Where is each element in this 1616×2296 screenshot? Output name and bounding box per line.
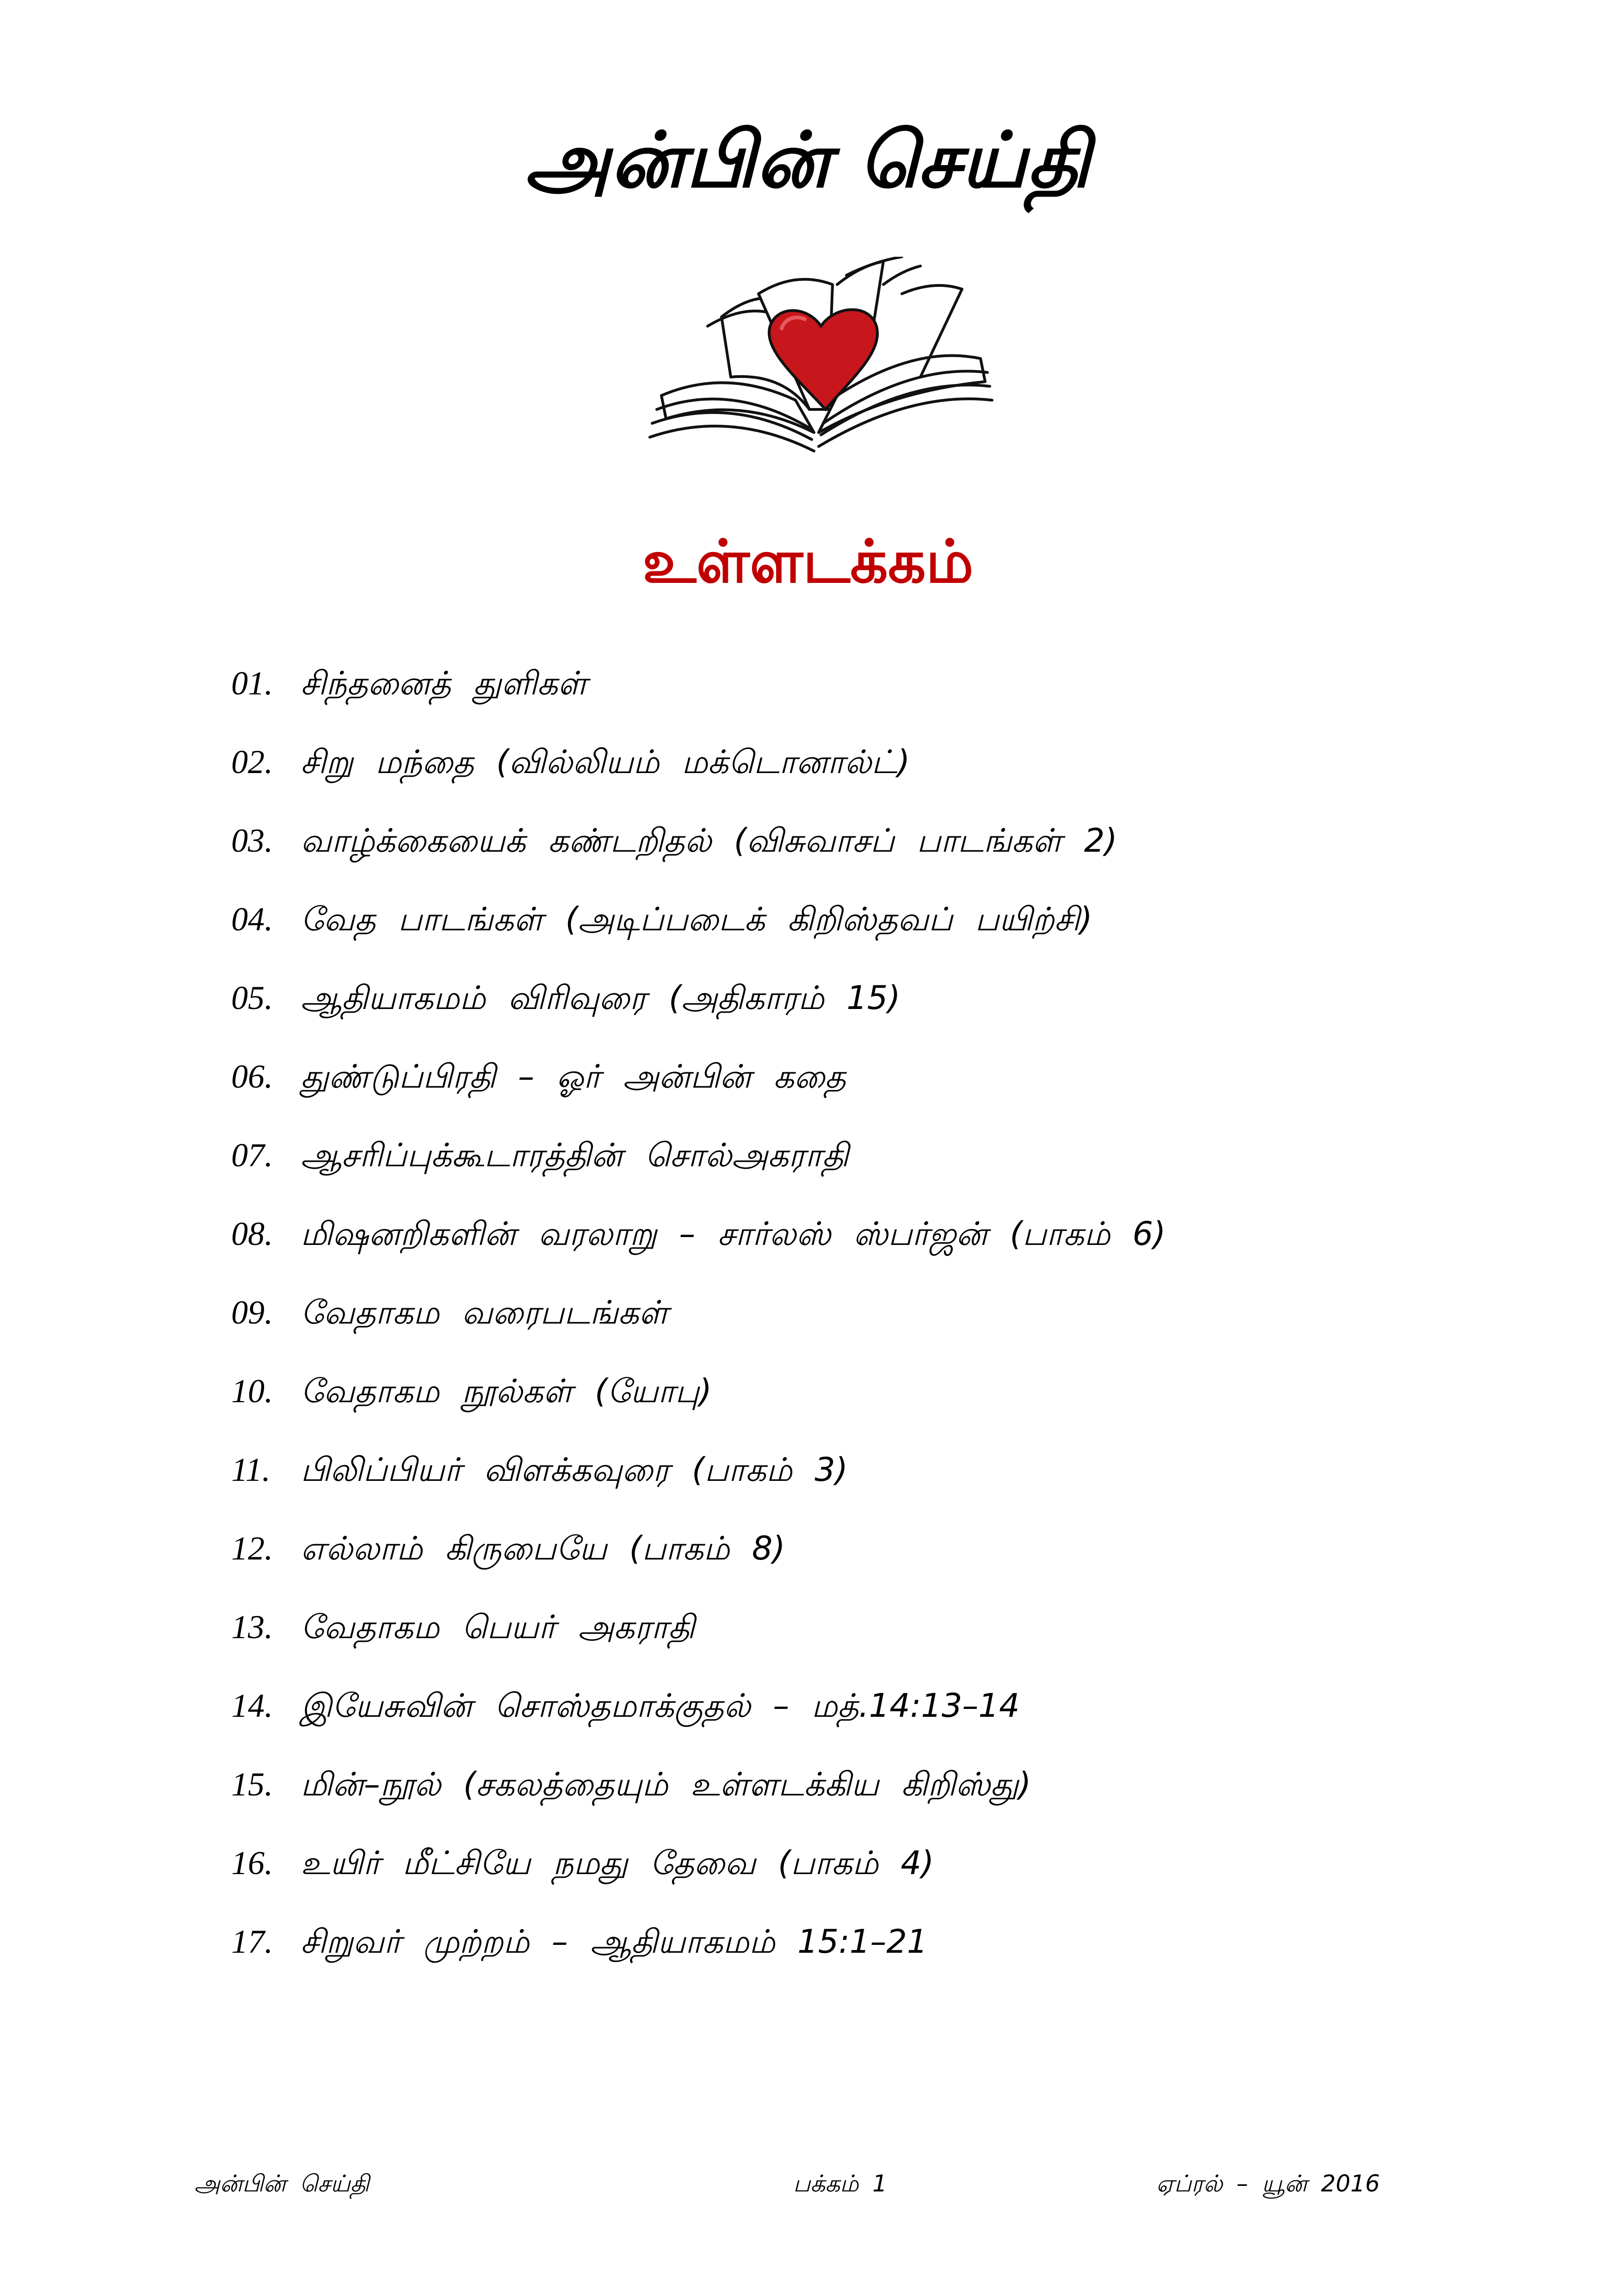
toc-item-title: ஆதியாகமம் விரிவுரை (அதிகாரம் 15) <box>301 979 901 1017</box>
page-title: அன்பின் செய்தி <box>525 116 1091 204</box>
toc-item <box>231 801 1526 880</box>
toc-item-number: 15. <box>231 1766 273 1803</box>
toc-item-number: 14. <box>231 1687 273 1724</box>
toc-item-number: 13. <box>231 1609 273 1646</box>
toc-item-number: 17. <box>231 1923 273 1960</box>
toc-item-number: 02. <box>231 743 273 780</box>
toc-item-title: மின்–நூல் (சகலத்தையும் உள்ளடக்கிய கிறிஸ்து) <box>301 1765 1031 1803</box>
toc-item <box>231 1509 1526 1588</box>
toc-item <box>231 1588 1526 1666</box>
toc-item-title: சிந்தனைத் துளிகள் <box>301 664 587 702</box>
toc-item <box>231 1352 1526 1430</box>
toc-item <box>231 1745 1526 1824</box>
footer-issue-date: ஏப்ரல் – யூன் 2016 <box>1156 2170 1380 2197</box>
toc-item-title: பிலிப்பியர் விளக்கவுரை (பாகம் 3) <box>301 1451 848 1489</box>
toc-item-title: உயிர் மீட்சியே நமது தேவை (பாகம் 4) <box>301 1844 934 1882</box>
toc-item <box>231 644 1526 723</box>
toc-item-title: வேதாகம நூல்கள் (யோபு) <box>301 1372 712 1410</box>
toc-item-number: 01. <box>231 665 273 702</box>
footer-publication-name: அன்பின் செய்தி <box>194 2170 370 2197</box>
toc-item-title: இயேசுவின் சொஸ்தமாக்குதல் – மத்.14:13–14 <box>301 1687 1020 1725</box>
toc-item-title: வேதாகம பெயர் அகராதி <box>301 1608 695 1646</box>
toc-item-number: 11. <box>231 1451 271 1488</box>
toc-item-title: வேதாகம வரைபடங்கள் <box>301 1293 668 1331</box>
toc-item-title: ஆசரிப்புக்கூடாரத்தின் சொல்அகராதி <box>301 1136 849 1174</box>
toc-item <box>231 959 1526 1037</box>
toc-item-number: 06. <box>231 1058 273 1095</box>
toc-item <box>231 1273 1526 1352</box>
toc-item-number: 16. <box>231 1844 273 1881</box>
toc-list <box>231 644 1526 1981</box>
toc-item <box>231 880 1526 959</box>
toc-item <box>231 1666 1526 1745</box>
toc-item <box>231 1824 1526 1902</box>
toc-item-number: 04. <box>231 901 273 938</box>
toc-item <box>231 1116 1526 1194</box>
toc-item-title: துண்டுப்பிரதி – ஓர் அன்பின் கதை <box>301 1058 846 1095</box>
footer-page-number: பக்கம் 1 <box>793 2170 888 2197</box>
toc-item-number: 10. <box>231 1373 273 1410</box>
toc-item-number: 03. <box>231 822 273 859</box>
toc-item-number: 05. <box>231 979 273 1016</box>
toc-item <box>231 723 1526 801</box>
toc-item-title: எல்லாம் கிருபையே (பாகம் 8) <box>301 1529 785 1567</box>
toc-item-title: சிறு மந்தை (வில்லியம் மக்டொனால்ட்) <box>301 743 910 781</box>
toc-item <box>231 1902 1526 1981</box>
toc-item-title: வேத பாடங்கள் (அடிப்படைக் கிறிஸ்தவப் பயிற்சி) <box>301 900 1092 938</box>
toc-item-title: வாழ்க்கையைக் கண்டறிதல் (விசுவாசப் பாடங்கள் 2) <box>301 822 1117 860</box>
toc-item <box>231 1430 1526 1509</box>
toc-item-title: மிஷனறிகளின் வரலாறு – சார்லஸ் ஸ்பர்ஜன் (பாகம் 6) <box>301 1215 1166 1253</box>
toc-item-number: 08. <box>231 1215 273 1252</box>
toc-item-title: சிறுவர் முற்றம் – ஆதியாகமம் 15:1–21 <box>301 1923 928 1961</box>
toc-item-number: 07. <box>231 1137 273 1174</box>
toc-item <box>231 1037 1526 1116</box>
open-book-heart-icon <box>643 257 999 456</box>
toc-item <box>231 1194 1526 1273</box>
toc-item-number: 12. <box>231 1530 273 1567</box>
toc-heading: உள்ளடக்கம் <box>642 527 974 596</box>
toc-item-number: 09. <box>231 1294 273 1331</box>
